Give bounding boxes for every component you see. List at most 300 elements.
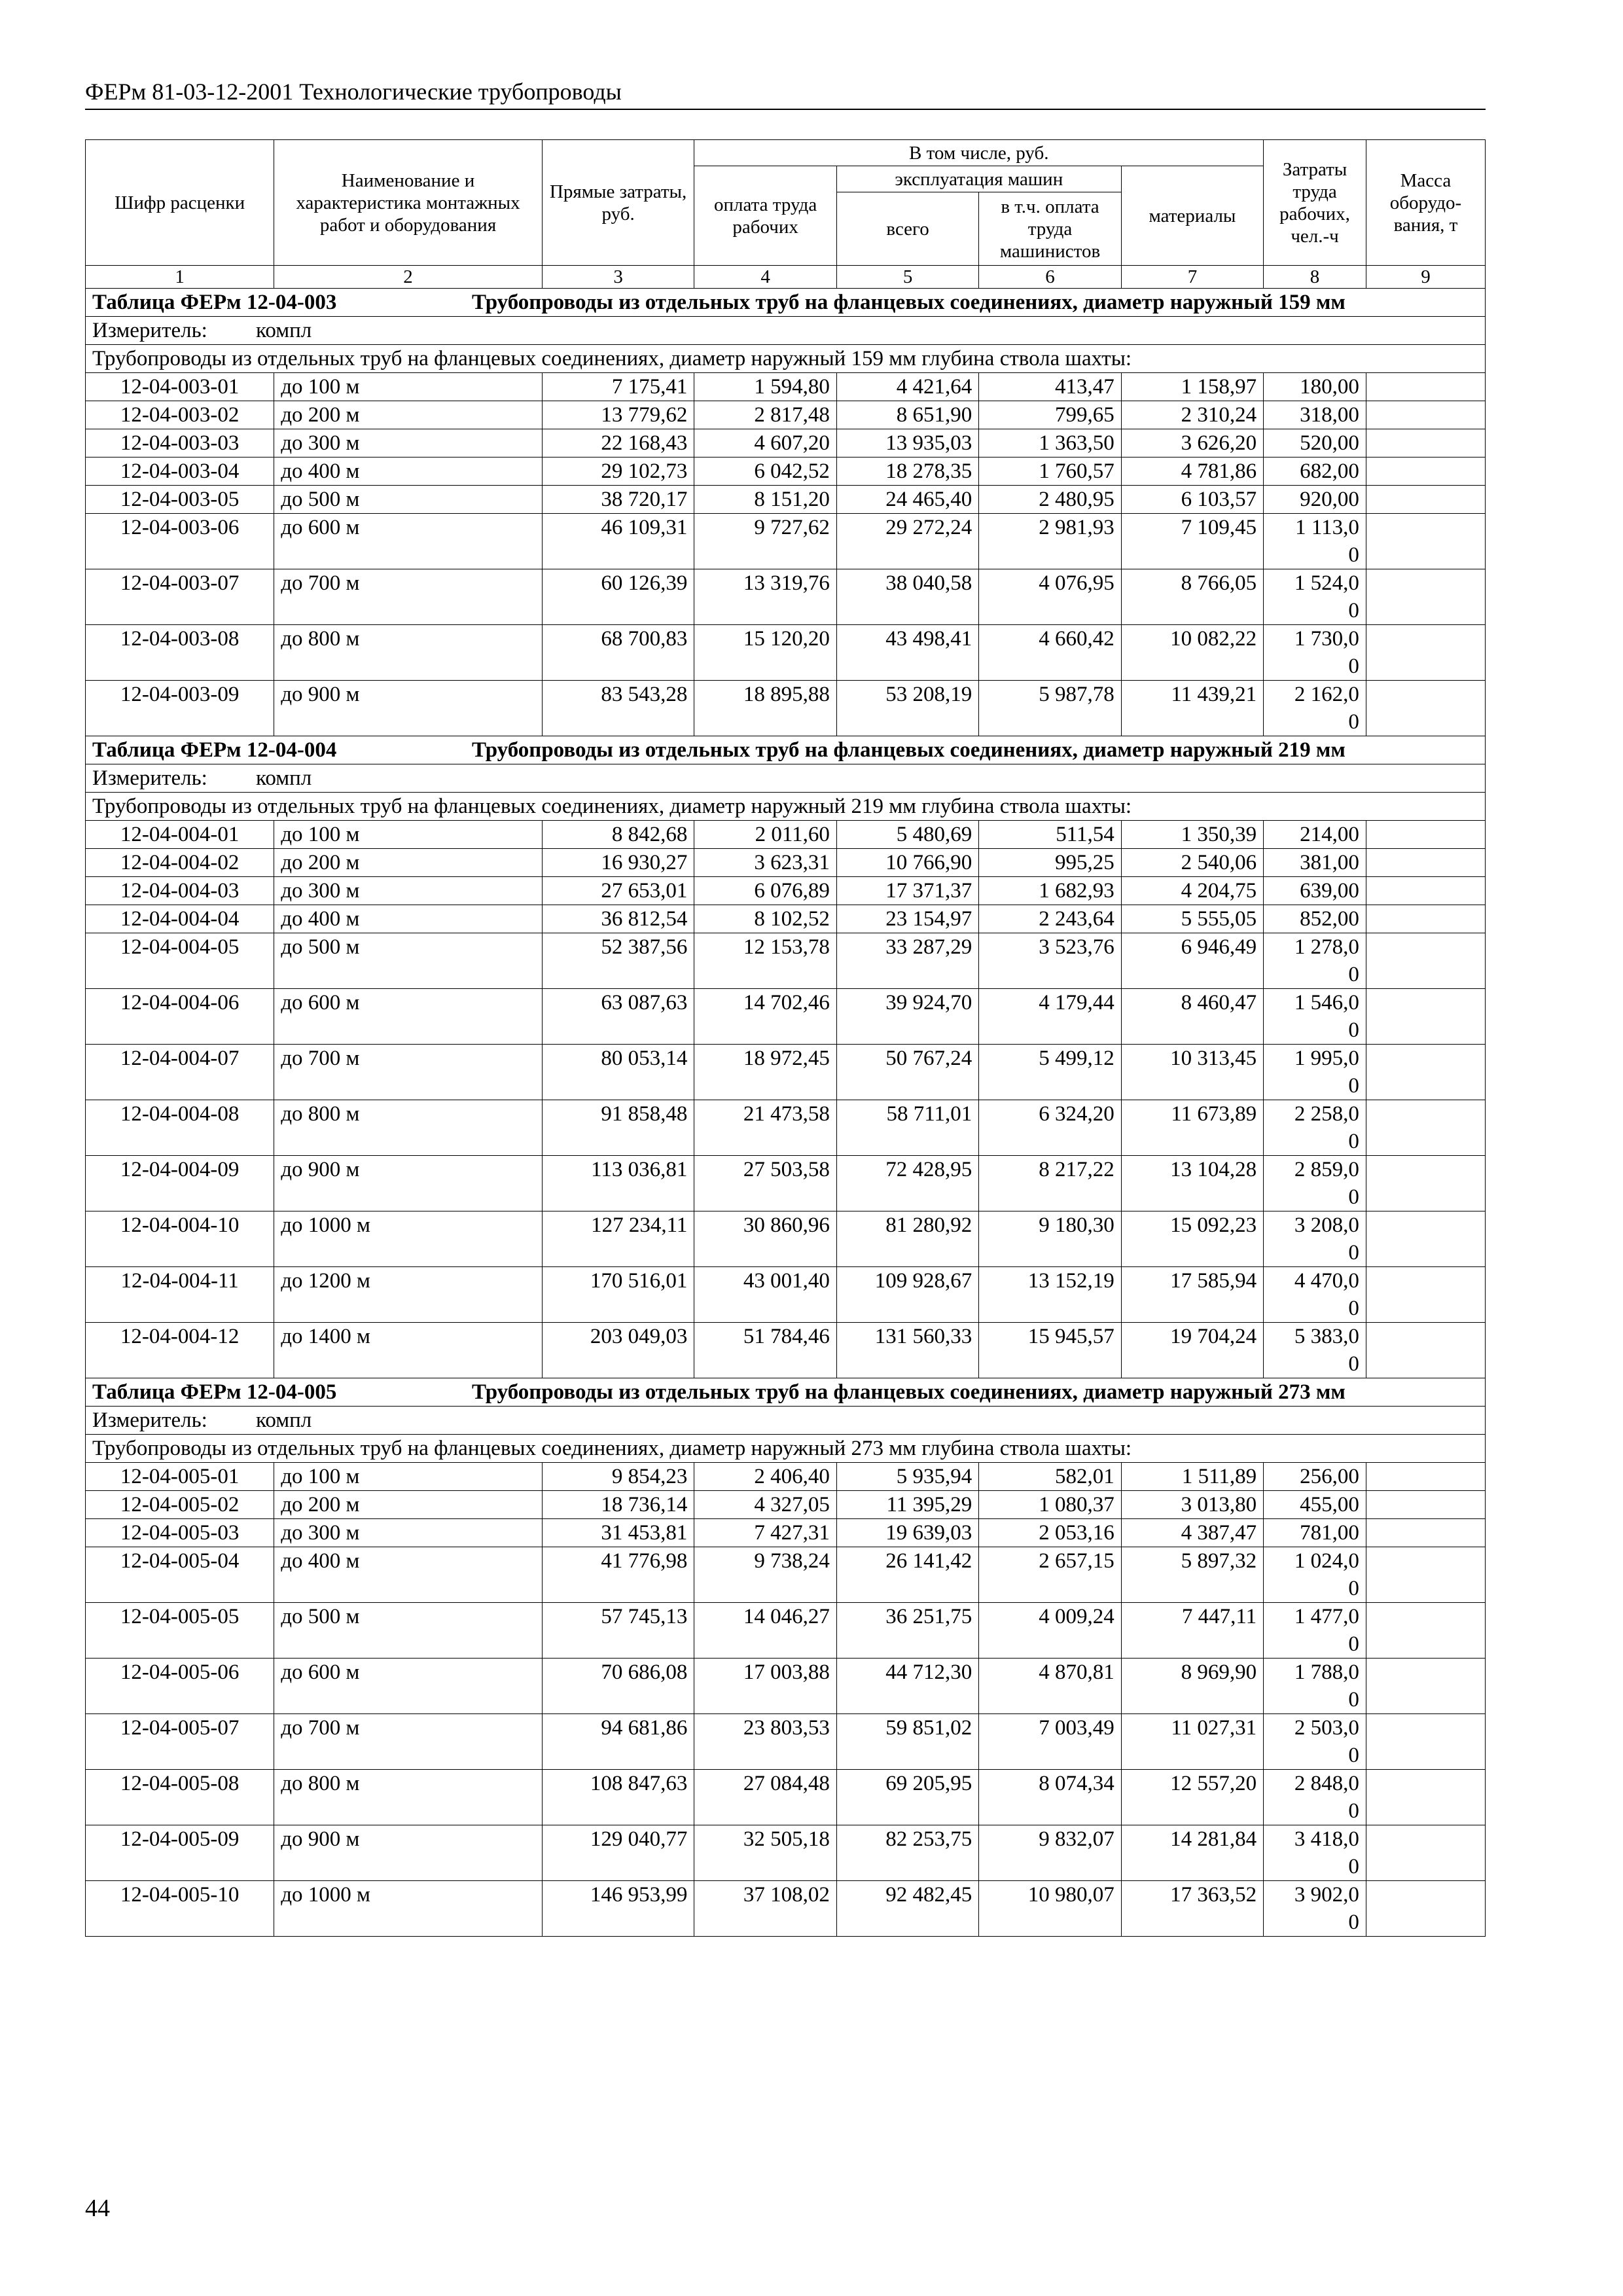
equipment-mass [1366, 849, 1485, 877]
equipment-mass [1366, 1267, 1485, 1323]
machines-total: 36 251,75 [836, 1603, 978, 1659]
table-row [86, 429, 1486, 457]
equipment-mass [1366, 429, 1485, 457]
work-name: до 300 м [274, 877, 543, 905]
equipment-mass [1366, 1714, 1485, 1770]
labor-hours [1264, 1714, 1366, 1770]
machinists-pay: 7 003,49 [979, 1714, 1121, 1770]
equipment-mass [1366, 373, 1485, 401]
materials: 19 704,24 [1121, 1323, 1263, 1378]
machines-total: 58 711,01 [836, 1100, 978, 1156]
section-unit [86, 317, 1486, 345]
labor-hours [1264, 401, 1366, 429]
section-description: Трубопроводы из отдельных труб на фланцевых соединениях, диаметр наружный 273 мм глубина ствола шахты: [86, 1435, 1486, 1463]
work-name: до 600 м [274, 989, 543, 1045]
materials: 8 460,47 [1121, 989, 1263, 1045]
table-row [86, 1045, 1486, 1100]
machinists-pay: 4 660,42 [979, 625, 1121, 681]
labor-hours-value: 4 470,00 [1294, 1269, 1359, 1320]
equipment-mass [1366, 1603, 1485, 1659]
materials: 4 781,86 [1121, 457, 1263, 486]
equipment-mass [1366, 401, 1485, 429]
section-title-text: Трубопроводы из отдельных труб на фланцевых соединениях, диаметр наружный 159 мм [472, 291, 1346, 314]
rate-code: 12-04-003-01 [86, 373, 274, 401]
machinists-pay: 995,25 [979, 849, 1121, 877]
work-name: до 400 м [274, 457, 543, 486]
rate-code: 12-04-005-08 [86, 1770, 274, 1825]
direct-costs: 170 516,01 [542, 1267, 694, 1323]
direct-costs: 68 700,83 [542, 625, 694, 681]
table-row [86, 905, 1486, 933]
equipment-mass [1366, 1463, 1485, 1491]
machines-total: 38 040,58 [836, 569, 978, 625]
equipment-mass [1366, 486, 1485, 514]
machines-total: 10 766,90 [836, 849, 978, 877]
labor-hours-value: 2 848,00 [1294, 1772, 1359, 1823]
materials: 8 766,05 [1121, 569, 1263, 625]
labor-hours [1264, 1659, 1366, 1714]
section-title [86, 289, 1486, 317]
table-row [86, 1881, 1486, 1937]
labor-pay: 15 120,20 [694, 625, 836, 681]
rate-code: 12-04-003-08 [86, 625, 274, 681]
labor-pay: 37 108,02 [694, 1881, 836, 1937]
direct-costs: 18 736,14 [542, 1491, 694, 1519]
table-row [86, 1156, 1486, 1211]
labor-hours [1264, 1045, 1366, 1100]
work-name: до 100 м [274, 821, 543, 849]
machines-total: 44 712,30 [836, 1659, 978, 1714]
direct-costs: 8 842,68 [542, 821, 694, 849]
equipment-mass [1366, 625, 1485, 681]
table-row [86, 849, 1486, 877]
equipment-mass [1366, 1770, 1485, 1825]
labor-hours-value: 214,00 [1300, 823, 1359, 846]
unit-value: компл [256, 1408, 312, 1432]
labor-hours [1264, 429, 1366, 457]
machinists-pay: 1 760,57 [979, 457, 1121, 486]
work-name: до 700 м [274, 1045, 543, 1100]
direct-costs: 9 854,23 [542, 1463, 694, 1491]
table-row [86, 457, 1486, 486]
labor-hours [1264, 849, 1366, 877]
machinists-pay: 1 363,50 [979, 429, 1121, 457]
machinists-pay: 4 179,44 [979, 989, 1121, 1045]
section-title-text: Трубопроводы из отдельных труб на фланцевых соединениях, диаметр наружный 219 мм [472, 738, 1346, 762]
labor-pay: 3 623,31 [694, 849, 836, 877]
rate-code: 12-04-005-09 [86, 1825, 274, 1881]
table-row [86, 1770, 1486, 1825]
unit-label: Измеритель: [92, 766, 207, 790]
equipment-mass [1366, 1491, 1485, 1519]
labor-hours-value: 2 258,00 [1294, 1102, 1359, 1153]
direct-costs: 91 858,48 [542, 1100, 694, 1156]
labor-hours [1264, 514, 1366, 569]
equipment-mass [1366, 1519, 1485, 1547]
labor-hours-value: 781,00 [1300, 1521, 1359, 1545]
work-name: до 800 м [274, 1770, 543, 1825]
work-name: до 1400 м [274, 1323, 543, 1378]
equipment-mass [1366, 905, 1485, 933]
labor-pay: 17 003,88 [694, 1659, 836, 1714]
table-row [86, 1211, 1486, 1267]
labor-hours [1264, 486, 1366, 514]
rate-code: 12-04-004-08 [86, 1100, 274, 1156]
labor-hours [1264, 1770, 1366, 1825]
direct-costs: 36 812,54 [542, 905, 694, 933]
labor-hours-value: 1 477,00 [1294, 1605, 1359, 1656]
labor-hours [1264, 933, 1366, 989]
work-name: до 200 м [274, 849, 543, 877]
labor-pay: 18 972,45 [694, 1045, 836, 1100]
rate-code: 12-04-003-06 [86, 514, 274, 569]
labor-hours-value: 5 383,00 [1294, 1325, 1359, 1376]
machines-total: 13 935,03 [836, 429, 978, 457]
table-row [86, 1825, 1486, 1881]
machinists-pay: 9 180,30 [979, 1211, 1121, 1267]
labor-pay: 4 327,05 [694, 1491, 836, 1519]
rate-code: 12-04-003-07 [86, 569, 274, 625]
section-table-number: Таблица ФЕРм 12-04-003 [92, 291, 337, 314]
direct-costs: 46 109,31 [542, 514, 694, 569]
direct-costs: 52 387,56 [542, 933, 694, 989]
labor-pay: 30 860,96 [694, 1211, 836, 1267]
rate-code: 12-04-003-03 [86, 429, 274, 457]
work-name: до 400 м [274, 1547, 543, 1603]
labor-hours [1264, 1881, 1366, 1937]
labor-hours [1264, 457, 1366, 486]
machinists-pay: 511,54 [979, 821, 1121, 849]
section-unit-row [86, 764, 1486, 793]
direct-costs: 13 779,62 [542, 401, 694, 429]
equipment-mass [1366, 821, 1485, 849]
col-number: 5 [836, 266, 978, 289]
col-number: 4 [694, 266, 836, 289]
work-name: до 100 м [274, 1463, 543, 1491]
machines-total: 43 498,41 [836, 625, 978, 681]
machinists-pay: 2 053,16 [979, 1519, 1121, 1547]
machinists-pay: 9 832,07 [979, 1825, 1121, 1881]
equipment-mass [1366, 1547, 1485, 1603]
section-title [86, 1378, 1486, 1407]
direct-costs: 203 049,03 [542, 1323, 694, 1378]
labor-hours [1264, 1211, 1366, 1267]
col-mass-header: Масса оборудо-вания, т [1366, 140, 1485, 266]
labor-pay: 21 473,58 [694, 1100, 836, 1156]
labor-hours [1264, 1156, 1366, 1211]
table-row [86, 1100, 1486, 1156]
labor-hours-value: 3 418,00 [1294, 1827, 1359, 1878]
work-name: до 900 м [274, 1825, 543, 1881]
labor-hours-value: 2 503,00 [1294, 1716, 1359, 1767]
labor-hours [1264, 989, 1366, 1045]
materials: 4 387,47 [1121, 1519, 1263, 1547]
work-name: до 400 м [274, 905, 543, 933]
work-name: до 1200 м [274, 1267, 543, 1323]
work-name: до 1000 м [274, 1881, 543, 1937]
section-title-row [86, 289, 1486, 317]
col-number: 1 [86, 266, 274, 289]
section-description: Трубопроводы из отдельных труб на фланцевых соединениях, диаметр наружный 219 мм глубина ствола шахты: [86, 793, 1486, 821]
labor-pay: 43 001,40 [694, 1267, 836, 1323]
direct-costs: 146 953,99 [542, 1881, 694, 1937]
materials: 6 946,49 [1121, 933, 1263, 989]
section-description-row [86, 345, 1486, 373]
labor-hours [1264, 1825, 1366, 1881]
col-number: 7 [1121, 266, 1263, 289]
rate-code: 12-04-004-06 [86, 989, 274, 1045]
table-row [86, 1323, 1486, 1378]
table-row [86, 1547, 1486, 1603]
col-mach-pay-header: в т.ч. оплата труда машинистов [979, 192, 1121, 266]
labor-pay: 9 738,24 [694, 1547, 836, 1603]
machinists-pay: 2 480,95 [979, 486, 1121, 514]
materials: 1 350,39 [1121, 821, 1263, 849]
rate-code: 12-04-004-02 [86, 849, 274, 877]
col-direct-header: Прямые затраты, руб. [542, 140, 694, 266]
labor-hours-value: 520,00 [1300, 431, 1359, 455]
materials: 14 281,84 [1121, 1825, 1263, 1881]
work-name: до 700 м [274, 1714, 543, 1770]
labor-hours [1264, 1323, 1366, 1378]
labor-pay: 4 607,20 [694, 429, 836, 457]
rate-code: 12-04-004-10 [86, 1211, 274, 1267]
equipment-mass [1366, 1045, 1485, 1100]
col-number: 9 [1366, 266, 1485, 289]
equipment-mass [1366, 1323, 1485, 1378]
table-row [86, 877, 1486, 905]
machines-total: 26 141,42 [836, 1547, 978, 1603]
labor-pay: 8 102,52 [694, 905, 836, 933]
direct-costs: 129 040,77 [542, 1825, 694, 1881]
machinists-pay: 1 080,37 [979, 1491, 1121, 1519]
machinists-pay: 413,47 [979, 373, 1121, 401]
machinists-pay: 2 243,64 [979, 905, 1121, 933]
labor-pay: 27 503,58 [694, 1156, 836, 1211]
labor-hours-value: 1 730,00 [1294, 627, 1359, 678]
direct-costs: 22 168,43 [542, 429, 694, 457]
machines-total: 24 465,40 [836, 486, 978, 514]
rate-code: 12-04-005-02 [86, 1491, 274, 1519]
table-row [86, 821, 1486, 849]
materials: 2 310,24 [1121, 401, 1263, 429]
direct-costs: 57 745,13 [542, 1603, 694, 1659]
table-row [86, 569, 1486, 625]
materials: 11 673,89 [1121, 1100, 1263, 1156]
materials: 12 557,20 [1121, 1770, 1263, 1825]
machinists-pay: 582,01 [979, 1463, 1121, 1491]
unit-label: Измеритель: [92, 1408, 207, 1432]
direct-costs: 80 053,14 [542, 1045, 694, 1100]
labor-pay: 14 702,46 [694, 989, 836, 1045]
labor-pay: 2 011,60 [694, 821, 836, 849]
machines-total: 23 154,97 [836, 905, 978, 933]
work-name: до 800 м [274, 625, 543, 681]
machinists-pay: 6 324,20 [979, 1100, 1121, 1156]
labor-pay: 27 084,48 [694, 1770, 836, 1825]
table-row [86, 625, 1486, 681]
unit-value: компл [256, 766, 312, 790]
machinists-pay: 2 657,15 [979, 1547, 1121, 1603]
equipment-mass [1366, 1211, 1485, 1267]
direct-costs: 70 686,08 [542, 1659, 694, 1714]
rate-code: 12-04-005-03 [86, 1519, 274, 1547]
table-row [86, 1491, 1486, 1519]
machinists-pay: 799,65 [979, 401, 1121, 429]
col-number: 3 [542, 266, 694, 289]
equipment-mass [1366, 457, 1485, 486]
table-row [86, 486, 1486, 514]
labor-hours [1264, 1519, 1366, 1547]
machines-total: 81 280,92 [836, 1211, 978, 1267]
table-row [86, 514, 1486, 569]
materials: 17 585,94 [1121, 1267, 1263, 1323]
table-row [86, 1519, 1486, 1547]
materials: 11 439,21 [1121, 681, 1263, 736]
machinists-pay: 4 870,81 [979, 1659, 1121, 1714]
materials: 7 447,11 [1121, 1603, 1263, 1659]
materials: 10 313,45 [1121, 1045, 1263, 1100]
table-row [86, 989, 1486, 1045]
rate-code: 12-04-004-04 [86, 905, 274, 933]
direct-costs: 108 847,63 [542, 1770, 694, 1825]
work-name: до 600 м [274, 514, 543, 569]
section-description-row [86, 793, 1486, 821]
work-name: до 200 м [274, 401, 543, 429]
column-numbers-row [86, 266, 1486, 289]
table-row [86, 1603, 1486, 1659]
machinists-pay: 5 987,78 [979, 681, 1121, 736]
section-title [86, 736, 1486, 764]
section-table-number: Таблица ФЕРм 12-04-005 [92, 1380, 337, 1404]
labor-hours-value: 1 278,00 [1294, 935, 1359, 986]
machinists-pay: 2 981,93 [979, 514, 1121, 569]
materials: 3 013,80 [1121, 1491, 1263, 1519]
table-header [86, 140, 1486, 289]
equipment-mass [1366, 989, 1485, 1045]
labor-hours-value: 2 162,00 [1294, 683, 1359, 734]
labor-hours [1264, 681, 1366, 736]
section-unit [86, 1407, 1486, 1435]
rate-code: 12-04-004-07 [86, 1045, 274, 1100]
labor-hours [1264, 569, 1366, 625]
equipment-mass [1366, 1156, 1485, 1211]
materials: 13 104,28 [1121, 1156, 1263, 1211]
machines-total: 8 651,90 [836, 401, 978, 429]
rate-code: 12-04-004-03 [86, 877, 274, 905]
rate-code: 12-04-004-09 [86, 1156, 274, 1211]
equipment-mass [1366, 1881, 1485, 1937]
labor-hours [1264, 1100, 1366, 1156]
equipment-mass [1366, 1825, 1485, 1881]
materials: 11 027,31 [1121, 1714, 1263, 1770]
machinists-pay: 8 074,34 [979, 1770, 1121, 1825]
machines-total: 131 560,33 [836, 1323, 978, 1378]
work-name: до 500 м [274, 486, 543, 514]
labor-pay: 23 803,53 [694, 1714, 836, 1770]
work-name: до 300 м [274, 1519, 543, 1547]
direct-costs: 63 087,63 [542, 989, 694, 1045]
work-name: до 500 м [274, 933, 543, 989]
section-title-text: Трубопроводы из отдельных труб на фланцевых соединениях, диаметр наружный 273 мм [472, 1380, 1346, 1404]
equipment-mass [1366, 1659, 1485, 1714]
page-header: ФЕРм 81-03-12-2001 Технологические трубопроводы [85, 77, 1486, 110]
machines-total: 82 253,75 [836, 1825, 978, 1881]
equipment-mass [1366, 877, 1485, 905]
work-name: до 700 м [274, 569, 543, 625]
direct-costs: 60 126,39 [542, 569, 694, 625]
labor-hours [1264, 625, 1366, 681]
machines-total: 109 928,67 [836, 1267, 978, 1323]
section-description: Трубопроводы из отдельных труб на фланцевых соединениях, диаметр наружный 159 мм глубина ствола шахты: [86, 345, 1486, 373]
labor-pay: 2 406,40 [694, 1463, 836, 1491]
labor-hours [1264, 877, 1366, 905]
col-number: 6 [979, 266, 1121, 289]
labor-hours [1264, 373, 1366, 401]
labor-hours-value: 639,00 [1300, 879, 1359, 903]
section-title-row [86, 1378, 1486, 1407]
labor-pay: 14 046,27 [694, 1603, 836, 1659]
rate-code: 12-04-004-05 [86, 933, 274, 989]
machines-total: 5 480,69 [836, 821, 978, 849]
materials: 5 555,05 [1121, 905, 1263, 933]
rate-code: 12-04-005-05 [86, 1603, 274, 1659]
labor-pay: 7 427,31 [694, 1519, 836, 1547]
unit-value: компл [256, 319, 312, 342]
rate-code: 12-04-005-10 [86, 1881, 274, 1937]
labor-pay: 8 151,20 [694, 486, 836, 514]
direct-costs: 31 453,81 [542, 1519, 694, 1547]
machines-total: 59 851,02 [836, 1714, 978, 1770]
direct-costs: 41 776,98 [542, 1547, 694, 1603]
section-unit [86, 764, 1486, 793]
table-row [86, 1463, 1486, 1491]
equipment-mass [1366, 514, 1485, 569]
table-row [86, 933, 1486, 989]
table-row [86, 1714, 1486, 1770]
machines-total: 4 421,64 [836, 373, 978, 401]
work-name: до 200 м [274, 1491, 543, 1519]
labor-hours-value: 682,00 [1300, 459, 1359, 483]
labor-hours-value: 3 902,00 [1294, 1883, 1359, 1934]
machines-total: 72 428,95 [836, 1156, 978, 1211]
materials: 1 511,89 [1121, 1463, 1263, 1491]
rate-code: 12-04-004-01 [86, 821, 274, 849]
machinists-pay: 15 945,57 [979, 1323, 1121, 1378]
labor-hours-value: 920,00 [1300, 488, 1359, 511]
col-labor-header: Затраты труда рабочих, чел.-ч [1264, 140, 1366, 266]
machines-total: 33 287,29 [836, 933, 978, 989]
equipment-mass [1366, 933, 1485, 989]
direct-costs: 16 930,27 [542, 849, 694, 877]
labor-hours [1264, 1547, 1366, 1603]
machinists-pay: 3 523,76 [979, 933, 1121, 989]
table-row [86, 373, 1486, 401]
work-name: до 900 м [274, 1156, 543, 1211]
section-title-row [86, 736, 1486, 764]
work-name: до 600 м [274, 1659, 543, 1714]
direct-costs: 7 175,41 [542, 373, 694, 401]
col-labor-pay-header: оплата труда рабочих [694, 166, 836, 266]
direct-costs: 94 681,86 [542, 1714, 694, 1770]
rate-code: 12-04-004-11 [86, 1267, 274, 1323]
rate-code: 12-04-005-06 [86, 1659, 274, 1714]
rate-code: 12-04-005-07 [86, 1714, 274, 1770]
labor-hours-value: 1 995,00 [1294, 1047, 1359, 1098]
machines-total: 5 935,94 [836, 1463, 978, 1491]
labor-hours [1264, 1463, 1366, 1491]
rate-code: 12-04-003-02 [86, 401, 274, 429]
